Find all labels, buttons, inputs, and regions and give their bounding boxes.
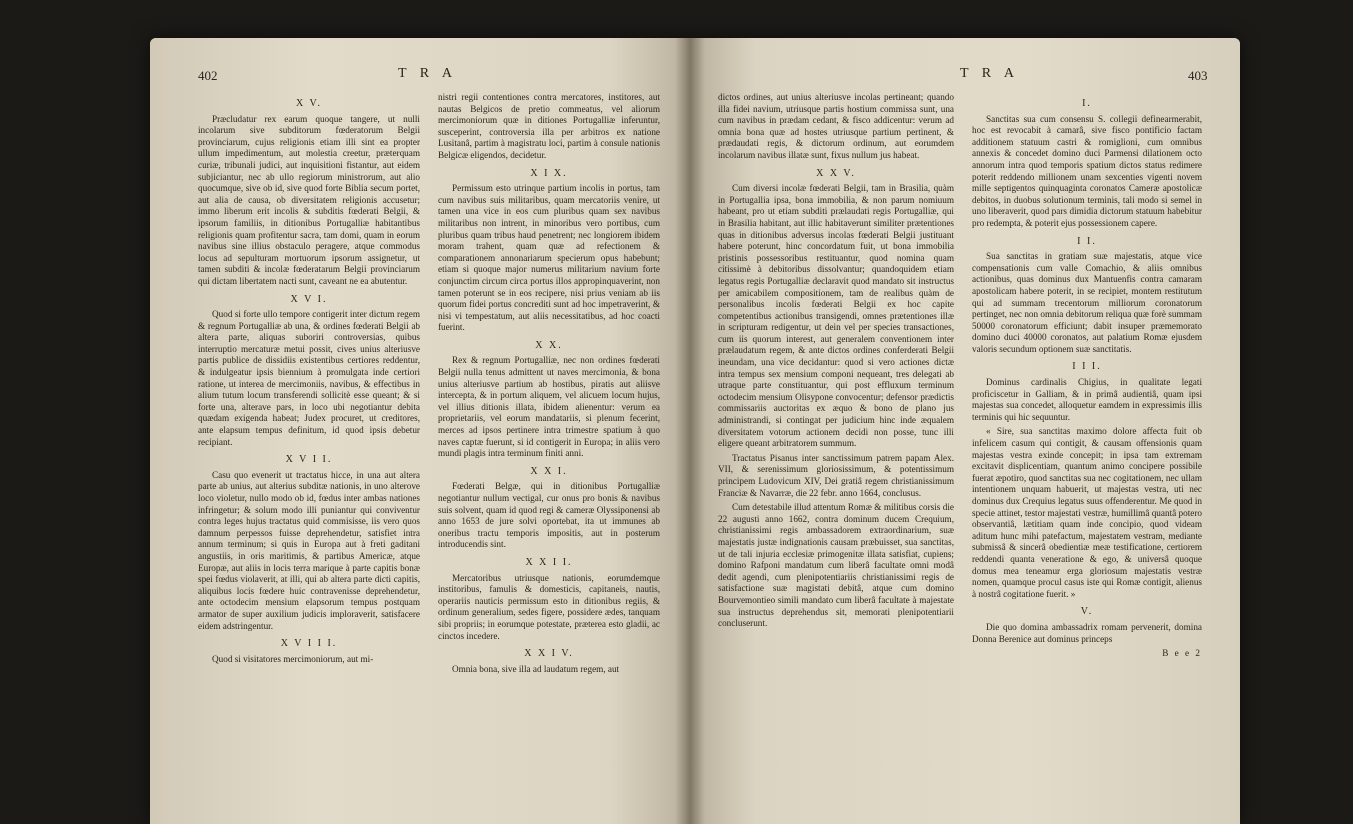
paragraph: « Sire, sua sanctitas maximo dolore affecta fuit ob infelicem casum qui contigit, & causam offensionis quam majestas vestra exinde concepit; in ipsa tam extremam excitavit displicentiam, quantum animo concipere possibile fuerat æpotiro, quod sanctitas sua nec cogitationem, nec ullam intentionem unquam habuerit, ut majestas vestra, uti nec dominus dux Crequius legatus suus offenderentur. Me quod in specie attinet, testor majestati vestræ, humillimâ quantâ potero observantiâ, lætitiam quam inde concipio, quod videam aditum hunc mihi patefactum, majestatem vestram, mediante submissâ & sincerâ obedientiæ meæ testificatione, certiorem reddendi quanta veneratione & ego, & universâ quoque domus mea teneamur erga gloriosum majestatis vestræ nomen, quamque procul casus iste qui Romæ contigit, alienus à nostrâ cogitatione fuerit. »: [972, 426, 1202, 599]
paragraph: Permissum esto utrinque partium incolis in portus, tam cum navibus suis militaribus, quam mercatoriis venire, ut tamen una vice in eos cum pluribus quam sex navibus militaribus non intrent, in minoribus vero portibus, cum pluribus quam tribus haud penetrent; nec longiorem ibidem moram trahent, quam quæ ad refectionem & comparationem annonariarum specierum opus habebunt; etiam si quoque major numerus militarium navium forte conjunctim circum circa portus illos appropinquaverint, non tamen poterunt se in eos recipere, nisi prius veniam ab iis quorum fidei portus concrediti sunt ad hoc impetraverint, & nisi vi tempestatum, aut aliis necessitatibus, ad hoc coacti fuerint.: [438, 183, 660, 333]
left-page: [150, 38, 690, 824]
paragraph: Quod si visitatores mercimoniorum, aut mi-: [212, 653, 374, 664]
paragraph: Rex & regnum Portugalliæ, nec non ordines fœderati Belgii nulla tenus admittent ut naves mercimonia, & bona unius alteriusve partium ab hostibus, piratis aut aliisve intercepta, & in portum aliquem, vel alicuem locum hujus, vel illius ditionis illata, ibidem alienentur: verum ea proprietariis, vel eorum mandatariis, si plenum fecerint, merces ad ipsos pertinere intra trimestre spatium à quo naves captæ fuerunt, si id contigerit in Europa; in aliis vero mundi plagis intra terminum finiti anni.: [438, 355, 660, 459]
left-page-number: 402: [198, 68, 218, 83]
paragraph: Die quo domina ambassadrix romam pervenerit, domina Donna Berenice aut dominus princeps: [972, 621, 1202, 644]
paragraph: Tractatus Pisanus inter sanctissimum patrem papam Alex. VII, & serenissimum gloriosissimum, & potentissimum principem Ludovicum XIV, Dei gratiâ regem christianissimum Franciæ & Navarræ, die 22 febr. anno 1664, conclusus.: [718, 452, 954, 498]
paragraph: Præcludatur rex earum quoque tangere, ut nulli incolarum sive subditorum fœderatorum Belgii provinciarum, cujus religionis etiam illi sint ea propter ullum impedimentum, aut molestia creetur, præterquam curiæ, tribunali judici, aut inquisitioni fistantur, aut eidem subjiciantur, nec ab ullo regiorum ministrorum, aut alio quocumque, sive ob id, sive quod forte Biblia secum portet, aut alia de causa, ob diversitatem religionis accusetur; immo liberum erit incolis & subditis fœderati Belgii, & ipsorum familiis, in ditionibus Portugalliæ habitantibus religionis quam profitentur sacra, tam domi, quam in eorum navibus sine illius obstaculo peragere, atque commodus locus ad sepulturam mortuorum ipsorum assignetur, ut tamen subditi & incolæ fœderatarum Belgii provinciarum qui dictam libertatem nacti sunt, caveant ne ea abutentur.: [198, 113, 420, 286]
paragraph: Sanctitas sua cum consensu S. collegii definearmerabit, hoc est revocabit à camarâ, sive fisco pontificio factam additionem statuum castri & romiglioni, cum omnibus annexis & concedet domino duci Parmensi dilationem octo annorum intra quod temporis spatium dictos status redimere poterit reddendo millionem unam sexcenties vigenti novem mille septigentos quinquaginta coronatos Cameræ apostolicæ debitos, in duobus solutionum terminis, tali modo si semel in uno liberaverit, quod pars dimidia dictorum statuum habebitur pro redempta, & poterit ejus possessionem capere.: [972, 113, 1202, 228]
section-heading: X X V.: [816, 167, 856, 179]
section-heading: I I I.: [1072, 361, 1102, 373]
right-column-1: [718, 92, 954, 633]
section-heading: X V.: [296, 98, 322, 109]
section-heading: X I X.: [530, 167, 568, 179]
left-column-1: [198, 92, 420, 668]
section-heading: I I.: [1077, 235, 1097, 247]
paragraph: Casu quo evenerit ut tractatus hicce, in una aut altera parte ab unius, aut alterius subditæ nationis, in uno alterove loco violetur, nullo modo ob id, fœdus inter ambas nationes infringetur; & solum modo illi puniantur qui conviventur contra leges hujus tractatus quid commisisse, iis vero quos damnum perpessos fuisse deprehendetur, satisfiet intra annum terminum; si quis in Europa aut à freti gaditani angustiis, in oris maritimis, & partibus Americæ, atque Europæ, aut aliis in locis terra marique à parte capitis bonæ spei fœdus violaverit, at illi, qui ab altera parte dicti capitis, aliquibus locis fœdere huic contravenisse deprehendetur, ante octodecim mensium elapsorum tempus postquam armator de super auxilium judicis imploraverit, satisfacere eidem adstringentur.: [198, 469, 420, 631]
left-column-2: [438, 92, 660, 678]
signature-mark: B e e 2: [1162, 648, 1202, 659]
section-heading: V.: [1080, 606, 1094, 618]
section-heading: X X I I.: [525, 556, 573, 568]
section-heading: X V I I.: [285, 454, 333, 466]
section-heading: X X I.: [530, 465, 568, 477]
paragraph: Dominus cardinalis Chigius, in qualitate legati proficiscetur in Galliam, & in primâ audientiâ, quam ipsi majestas sua concedet, alloquetur eamdem in expressimis illis terminis qui hic sequuntur.: [972, 377, 1202, 422]
paragraph: Cum diversi incolæ fœderati Belgii, tam in Brasilia, quàm in Portugallia ipsa, bona immobilia, & non parum nomiuum habeant, pro ut etiam subditi prælaudati regis Portugalliæ, qui in Brasilia habitant, aut illic habitaverunt similiter prætentiones quas in ditionibus adversus incolas fœderati Belgii justituant habere poterunt, hinc concordatum fuit, ut bona immobilia pristinis possessoribus restituantur, quod nomina quam citissimè à debitoribus dissolvantur; quandoquidem etiam legatus regis Portugalliæ declaravit quod mandato sit instructus per amicabilem compositionem, tam de realibus quàm de personalibus incolis fœderati Belgii ex hoc capite competentibus actionibus transigendi, omnes prætentiones illæ in scripturam redigentur, ut dein vel per species transactiones, cum iis quorum interest, aut generalem conventionem inter prælaudatum regem, & ante dictos ordines conferderati Belgii ineundam, una vice decidantur: quod si vero actiones dictæ intra tempus sex mensium componi nequeant, tres delegati ab utraque parte constituantur, qui post effluxum terminum octodecim mensium Olisypone convocentur; defensor prædictis commissariis auctoritas ex æquo & bono de plano jus administrandi, si contingat per judicium hinc inde æqualem diversitatem votorum actionem decidi non posse, tunc illi eligere queant arbitratorem summum.: [718, 183, 954, 449]
paragraph: Sua sanctitas in gratiam suæ majestatis, atque vice compensationis cum valle Comachio, & aliis omnibus actionibus, quas dominus dux Mantuenfis contra camaram apostolicam habere poterit, in se recipiet, montem restitutum qui ad summam trecentorum milliorum coronatorum pertinget, nec non omnia debitorum reliqua quæ forè summam 50000 coronatorum efficiunt; dabit insuper præmemorato domino duci 40000 coronatos, aut palatium Romæ ejusdem valoris secundum optionem suæ sanctitatis.: [972, 251, 1202, 354]
right-column-2: [972, 92, 1202, 660]
right-page: [690, 38, 1240, 824]
book-gutter: [675, 38, 705, 824]
paragraph: Cum detestabile illud attentum Romæ & militibus corsis die 22 augusti anno 1662, contra dominum ducem Crequium, christianissimi regis ambassadorem extraordinarium, suæ majestatis justæ indignationis causam præbuisset, sua sanctitas, ut de tali injuria ecclesiæ primogenitæ illata satisfiat, cupiens; domino Rafponi mandatum cum liberâ facultate omni modâ dedit agendi, cum plenipotentiariis christianissimi regis de satisfactione suæ magistati debitâ, atque cum domino Bourvemontieo simili mandato cum liberâ facultate à majestate sua instructus deprehendus sit, memorati plenipotentiarii concluserunt.: [718, 502, 954, 629]
paragraph: Mercatoribus utriusque nationis, eorumdemque institoribus, famulis & domesticis, capitaneis, nautis, operariis nauticis permissum esto in ditionibus regiis, & ordinum generalium, sedes figere, possidere ædes, tanquam sibi propriis; in eorumque potestate, præterea esto gladii, ac cinctos incedere.: [438, 572, 660, 641]
right-running-head: T R A: [960, 66, 1019, 81]
section-heading: I.: [1082, 98, 1092, 109]
paragraph: Fœderati Belgæ, qui in ditionibus Portugalliæ negotiantur nullum vectigal, cur onus pro bonis & navibus suis solvent, quam id quod regi & cameræ Olyssiponensi ab anno 1653 de jure solvi oportebat, ita ut immunes ab oneribus tractu temporis impositis, aut in posterum introducendis sint.: [438, 481, 660, 550]
section-heading: X X I V.: [524, 648, 574, 660]
right-page-number: 403: [1188, 68, 1208, 83]
paragraph: Omnia bona, sive illa ad laudatum regem, aut: [452, 663, 620, 674]
paragraph: Quod si forte ullo tempore contigerit inter dictum regem & regnum Portugalliæ ab una, & ordines fœderati Belgii ab altera parte, aliquas suboriri controversias, quibus interruptio mercaturæ metui possit, cives unius alteriusve partis publice de dissidiis existentibus certiores reddentur, & indulgeatur ipsis biennium à promulgata inde certiori ratione, ut interea de mercimoniis, navibus, & effectibus in alium tutum locum transferendi sollicitè esse queant; & si forte una, alterave pars, in loco ubi negotiantur debita quædam exigenda habeat; Judex procuret, ut creditores, ante elapsum tempus definitum, id quod ipsis debetur recipiant.: [198, 309, 420, 447]
left-running-head: T R A: [398, 66, 457, 81]
section-heading: X X.: [535, 339, 563, 351]
open-book: [150, 38, 1240, 824]
paragraph: dictos ordines, aut unius alteriusve incolas pertineant; quando illa fidei navium, utriusque partis hostium commissa sunt, una cum navibus in prædam cedant, & fisco addicentur: verum ad omnia bona quæ ad hostes utriusque partium pertinent, & prædaudati regis, & dictorum ordinum, aut eorumdem incolarum navibus illatæ sunt, fixus nullum jus habeat.: [718, 92, 954, 160]
section-heading: X V I I I.: [280, 638, 338, 650]
paragraph: nistri regii contentiones contra mercatores, institores, aut nautas Belgicos de pretio commeatus, vel aliorum mercimoniorum quæ in ditiones Portugalliæ inferuntur, susceperint, controversia illa per arbitros ex natione Lusitanâ, partim à magistratu loci, partim à consule nationis Belgicæ eligendos, decidetur.: [438, 92, 660, 160]
section-heading: X V I.: [290, 293, 328, 305]
